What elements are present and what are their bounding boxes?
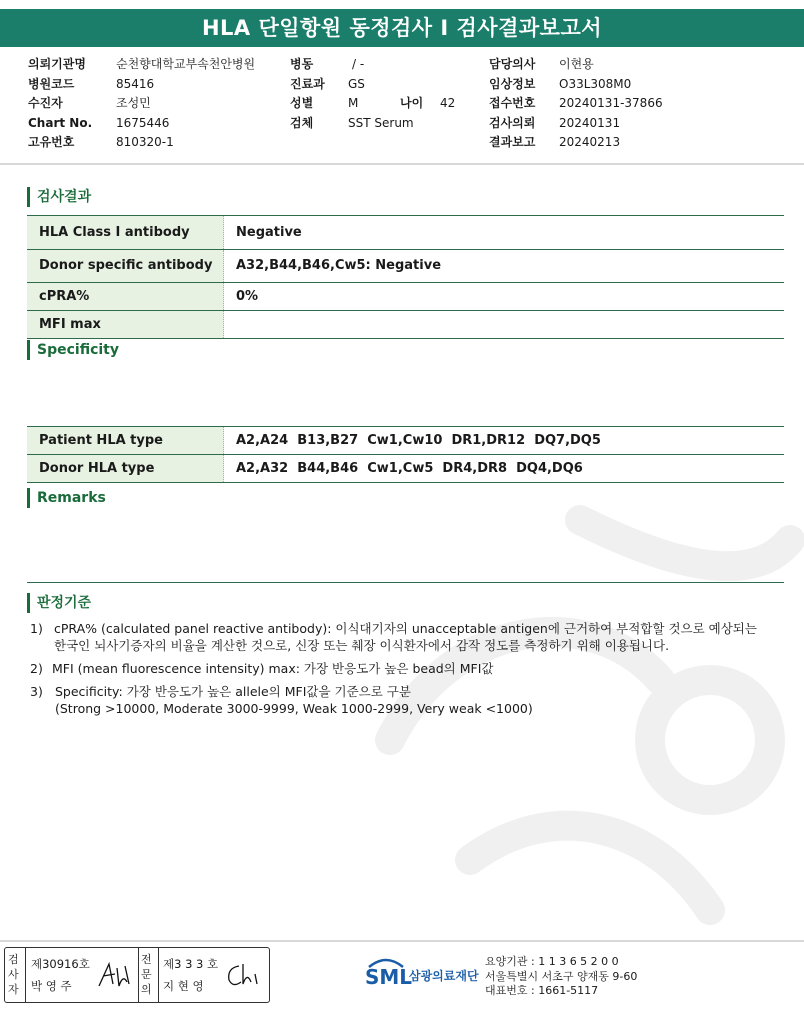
info-value: 1675446 bbox=[116, 115, 170, 130]
info-value: 810320-1 bbox=[116, 135, 174, 149]
info-value: 20240131 bbox=[559, 115, 621, 130]
signer1-name: 박 영 주 bbox=[31, 979, 72, 993]
signer1-license: 제30916호 bbox=[31, 957, 90, 971]
info-column-1 bbox=[28, 55, 255, 153]
info-key: 병동 bbox=[290, 57, 314, 71]
note-line: (Strong >10000, Moderate 3000-9999, Weak 1000-2999, Very weak <1000) bbox=[55, 701, 533, 716]
info-value: 순천향대학교부속천안병원 bbox=[116, 57, 256, 71]
table-row bbox=[27, 282, 784, 310]
info-value: 85416 bbox=[116, 76, 155, 91]
signature-box bbox=[4, 947, 270, 1003]
info-key: 의뢰기관명 bbox=[28, 57, 86, 71]
info-divider bbox=[0, 163, 804, 165]
hla-key: Donor HLA type bbox=[27, 455, 224, 483]
footer-divider bbox=[0, 940, 804, 942]
note-number: 3) bbox=[30, 684, 43, 699]
sml-logo-text: SML bbox=[365, 965, 413, 989]
table-row bbox=[27, 216, 784, 249]
result-key: Donor specific antibody bbox=[27, 249, 224, 282]
criteria-notes bbox=[30, 620, 770, 723]
table-row bbox=[27, 310, 784, 338]
section-criteria-title: 판정기준 bbox=[27, 593, 91, 613]
signer2-license: 제3 3 3 호 bbox=[163, 957, 219, 971]
info-column-3 bbox=[489, 55, 663, 153]
note-line: Specificity: 가장 반응도가 높은 allele의 MFI값을 기준으로 구분 bbox=[55, 684, 411, 699]
info-value: M bbox=[348, 96, 359, 110]
note-item bbox=[30, 660, 770, 677]
info-key: 성별 bbox=[290, 96, 314, 110]
note-line: MFI (mean fluorescence intensity) max: 가장 반응도가 높은 bead의 MFI값 bbox=[52, 661, 494, 676]
info-value: O33L308M0 bbox=[559, 76, 632, 91]
info-key: 고유번호 bbox=[28, 135, 75, 149]
info-key: 검체 bbox=[290, 115, 314, 130]
info-key: 접수번호 bbox=[489, 96, 536, 110]
result-value: A32,B44,B46,Cw5: Negative bbox=[224, 249, 785, 282]
info-value: 이현용 bbox=[559, 57, 594, 71]
signer2-divider-left bbox=[138, 948, 139, 1002]
info-value: GS bbox=[348, 76, 365, 91]
footer-line3: 대표번호 : 1661-5117 bbox=[485, 984, 599, 997]
result-value: 0% bbox=[224, 282, 785, 310]
age-value: 42 bbox=[440, 96, 456, 110]
info-column-2 bbox=[290, 55, 455, 133]
note-item bbox=[30, 620, 770, 654]
info-key: 담당의사 bbox=[489, 57, 536, 71]
note-line: 한국인 뇌사기증자의 비율을 계산한 것으로, 신장 또는 췌장 이식환자에서 감작 정도를 측정하기 위해 이용됩니다. bbox=[54, 638, 670, 653]
report-title: HLA 단일항원 동정검사 I 검사결과보고서 bbox=[0, 9, 804, 47]
footer-line2: 서울특별시 서초구 양재동 9-60 bbox=[485, 969, 638, 983]
hla-value: A2,A32 B44,B46 Cw1,Cw5 DR4,DR8 DQ4,DQ6 bbox=[224, 455, 785, 483]
table-row bbox=[27, 427, 784, 455]
hla-table bbox=[27, 427, 784, 483]
section-specificity-title: Specificity bbox=[27, 340, 119, 360]
hla-key: Patient HLA type bbox=[27, 427, 224, 455]
note-number: 1) bbox=[30, 621, 43, 636]
info-value: 20240131-37866 bbox=[559, 96, 663, 110]
result-key: MFI max bbox=[27, 310, 224, 338]
info-key: 검사의뢰 bbox=[489, 115, 536, 130]
info-value: / - bbox=[352, 57, 365, 71]
result-value bbox=[224, 310, 785, 338]
note-line: cPRA% (calculated panel reactive antibody): 이식대기자의 unacceptable antigen에 근거하여 부적합할 것으로 예상되는 bbox=[54, 621, 757, 636]
section-results-title: 검사결과 bbox=[27, 187, 91, 207]
hla-value: A2,A24 B13,B27 Cw1,Cw10 DR1,DR12 DQ7,DQ5 bbox=[224, 427, 785, 455]
note-item bbox=[30, 683, 770, 717]
signer1-divider bbox=[25, 948, 26, 1002]
org-name: 삼광의료재단 bbox=[409, 969, 479, 983]
signer1-signature bbox=[97, 960, 133, 990]
info-key: 병원코드 bbox=[28, 76, 75, 91]
info-key: 진료과 bbox=[290, 76, 325, 91]
result-value: Negative bbox=[224, 216, 785, 249]
signer2-label: 전문의 bbox=[141, 953, 152, 996]
info-key: 임상정보 bbox=[489, 76, 536, 91]
signer1-label: 검사자 bbox=[8, 953, 19, 996]
signer2-signature bbox=[225, 960, 263, 990]
section-remarks-title: Remarks bbox=[27, 488, 106, 508]
footer-info bbox=[485, 955, 637, 999]
sml-logo bbox=[365, 955, 413, 995]
age-label: 나이 bbox=[400, 96, 424, 110]
remarks-bottom-line bbox=[27, 582, 784, 583]
table-row bbox=[27, 249, 784, 282]
result-key: HLA Class I antibody bbox=[27, 216, 224, 249]
table-row bbox=[27, 455, 784, 483]
info-value: 조성민 bbox=[116, 96, 151, 110]
info-key: Chart No. bbox=[28, 115, 93, 130]
signer2-name: 지 현 영 bbox=[163, 979, 204, 993]
info-key: 결과보고 bbox=[489, 135, 536, 149]
results-table bbox=[27, 216, 784, 339]
result-key: cPRA% bbox=[27, 282, 224, 310]
info-value: SST Serum bbox=[348, 115, 414, 130]
info-value: 20240213 bbox=[559, 135, 621, 149]
note-number: 2) bbox=[30, 661, 43, 676]
info-key: 수진자 bbox=[28, 96, 63, 110]
footer-line1: 요양기관 : 1 1 3 6 5 2 0 0 bbox=[485, 955, 619, 968]
signer2-divider bbox=[158, 948, 159, 1002]
